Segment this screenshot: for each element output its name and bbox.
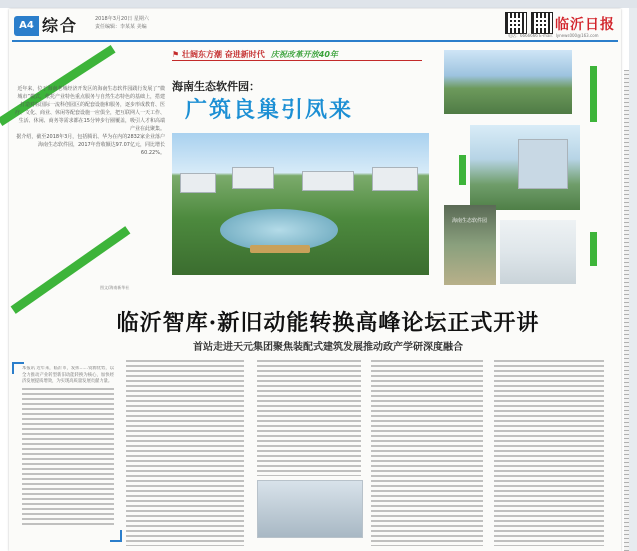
qr-code-icon xyxy=(505,12,527,34)
newspaper-logo: 临沂日报 xyxy=(555,17,615,33)
feature-intro xyxy=(15,85,165,257)
contact-line: 电话：6666666 E-mail：lynews000@163.com xyxy=(508,33,599,38)
adjacent-page-strip[interactable] xyxy=(624,70,629,551)
photo-credit: 图文/海南新华社 xyxy=(100,285,130,290)
viewer-top-border xyxy=(0,0,637,8)
article-column-2 xyxy=(126,360,244,546)
side-photo-building[interactable] xyxy=(470,125,580,210)
green-bar-mid xyxy=(459,155,466,185)
building-shape xyxy=(180,173,216,193)
intro-paragraph: 据介绍，截至2018年3月，包括腾讯、华为在内的2832家企业落户海南生态软件园，2017年营收额达97.07亿元，同比增长60.22%。 xyxy=(16,134,165,156)
bridge-shape xyxy=(250,245,310,253)
building-shape xyxy=(302,171,354,191)
article-title: 临沂智库·新旧动能转换高峰论坛正式开讲 xyxy=(116,310,540,336)
feature-subhead: 海南生态软件园： xyxy=(172,80,260,93)
green-bar-right-lower xyxy=(590,232,597,266)
signboard-caption: 海南生态软件园 xyxy=(452,218,488,224)
side-photo-signboard[interactable] xyxy=(444,205,496,285)
issue-info xyxy=(95,15,255,31)
building-shape xyxy=(518,139,568,189)
slogan-part-2: 庆祝改革开放40年 xyxy=(270,50,338,59)
masthead-rule xyxy=(12,40,618,42)
feature-headline: 广筑良巢引凤来 xyxy=(185,98,354,123)
green-bar-right xyxy=(590,66,597,122)
article-photo[interactable] xyxy=(257,480,363,538)
software-park-aerial-photo[interactable] xyxy=(172,133,429,275)
page-number-badge: A4 xyxy=(14,16,39,36)
side-photo-interior[interactable] xyxy=(500,220,576,284)
slogan-part-1: 壮阔东方潮 奋进新时代 xyxy=(181,50,265,59)
article-column-1 xyxy=(22,366,114,528)
article-column-3 xyxy=(257,360,361,476)
article-column-4 xyxy=(371,360,483,546)
intro-paragraph: 近年来，位于海南老城经济开发区的海南生态软件园践行发展了“微城市”模式，依托产业特色重点服务与自然生态特色的基础上，搭建打造对标国际一流科创园区的配套设施和服务，逐步形成教育、医疗、文化、商业、休闲等配套设施一应俱全，把互联网人一天工作、生活、休闲、商务等需求都在15分钟步行圈覆盖，吸引人才和高端产业在此聚集。 xyxy=(15,86,166,132)
column-corner-mark xyxy=(110,530,122,542)
qr-code-icon xyxy=(531,12,553,34)
slogan-underline xyxy=(172,60,422,61)
viewer-right-border xyxy=(629,8,637,551)
issue-date: 2018年3月20日 星期六 xyxy=(95,16,149,22)
article-column-5 xyxy=(494,360,604,546)
article-subtitle: 首站走进天元集团聚焦装配式建筑发展推动政产学研深度融合 xyxy=(193,342,463,353)
column-1-text: 本报讯 近年来，临沂市，发挥……资源优势，以全力推动产业转型新旧动能转换为核心，加快经济发展提质增效，为实现高质量发展贡献力量。 xyxy=(22,366,114,385)
building-shape xyxy=(372,167,418,191)
anniversary-slogan xyxy=(172,49,338,60)
building-shape xyxy=(232,167,274,189)
issue-editor: 责任编辑：李某某 美编 xyxy=(95,24,147,30)
column-1-text-lines xyxy=(22,388,114,528)
section-title: 综合 xyxy=(42,16,79,35)
slogan-flag-icon: ⚑ xyxy=(172,50,182,59)
side-photo-campus[interactable] xyxy=(444,50,572,114)
